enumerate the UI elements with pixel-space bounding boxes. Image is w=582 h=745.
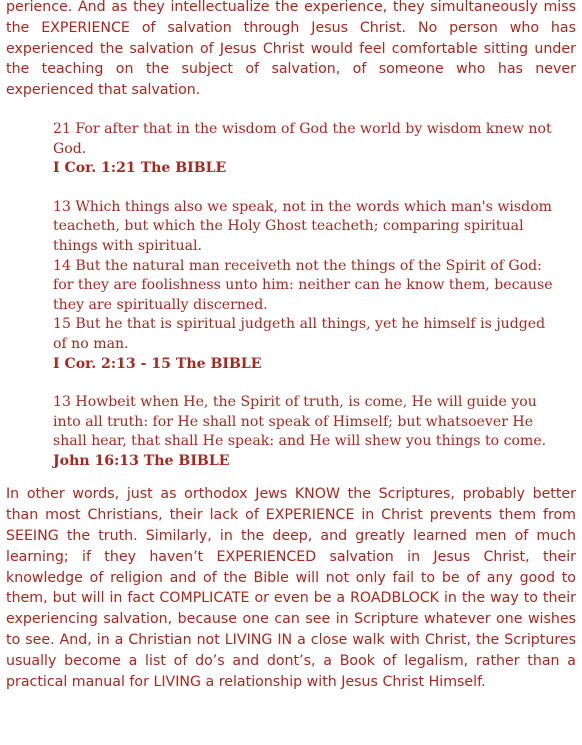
intro-paragraph: perience. And as they intellectualize the experience, they simultaneously miss the EXPERIENCE of salvation through Jesus Christ. No person who has experienced the salvation of Jesus Christ would feel comfortable sitting under the teaching on the subject of salvation, of someone who has never experienced that salvation.: [6, 0, 576, 99]
scripture-citation: I Cor. 2:13 - 15 The BIBLE: [53, 355, 262, 372]
verse-text: 13 Which things also we speak, not in the words which man's wisdom teacheth, but which the Holy Ghost teacheth; comparing spiritual things with spiritual.: [53, 198, 553, 254]
verse-text: 21 For after that in the wisdom of God the world by wisdom knew not God.: [53, 120, 552, 157]
scripture-quote-2: [53, 198, 562, 374]
verse-text: 15 But he that is spiritual judgeth all things, yet he himself is judged of no man.: [53, 316, 546, 352]
verse-text: 13 Howbeit when He, the Spirit of truth, is come, He will guide you into all truth: for He shall not speak of Himself; but whatsoever He shall hear, that shall He speak: and He will shew you things to come.: [53, 394, 547, 450]
scripture-quote-3: [53, 393, 562, 471]
scripture-citation: John 16:13 The BIBLE: [53, 452, 230, 469]
scripture-citation: I Cor. 1:21 The BIBLE: [53, 160, 227, 177]
scripture-quote-1: [53, 120, 562, 179]
verse-text: 14 But the natural man receiveth not the things of the Spirit of God: for they are foolishness unto him: neither can he know them, because they are spiritually discerned.: [53, 257, 553, 313]
closing-paragraph: In other words, just as orthodox Jews KNOW the Scriptures, probably better than most Christians, their lack of EXPERIENCE in Christ prevents them from SEEING the truth. Similarly, in the deep, and greatly learned men of much learning; if they haven’t EXPERIENCED salvation in Jesus Christ, their knowledge of religion and of the Bible will not only fail to be of any good to them, but will in fact COMPLICATE or even be a ROADBLOCK in the way to their experiencing salvation, because one can see in Scripture whatever one wishes to see. And, in a Christian not LIVING IN a close walk with Christ, the Scriptures usually become a list of do’s and dont’s, a Book of legalism, rather than a practical manual for LIVING a relationship with Jesus Christ Himself.: [6, 486, 576, 690]
